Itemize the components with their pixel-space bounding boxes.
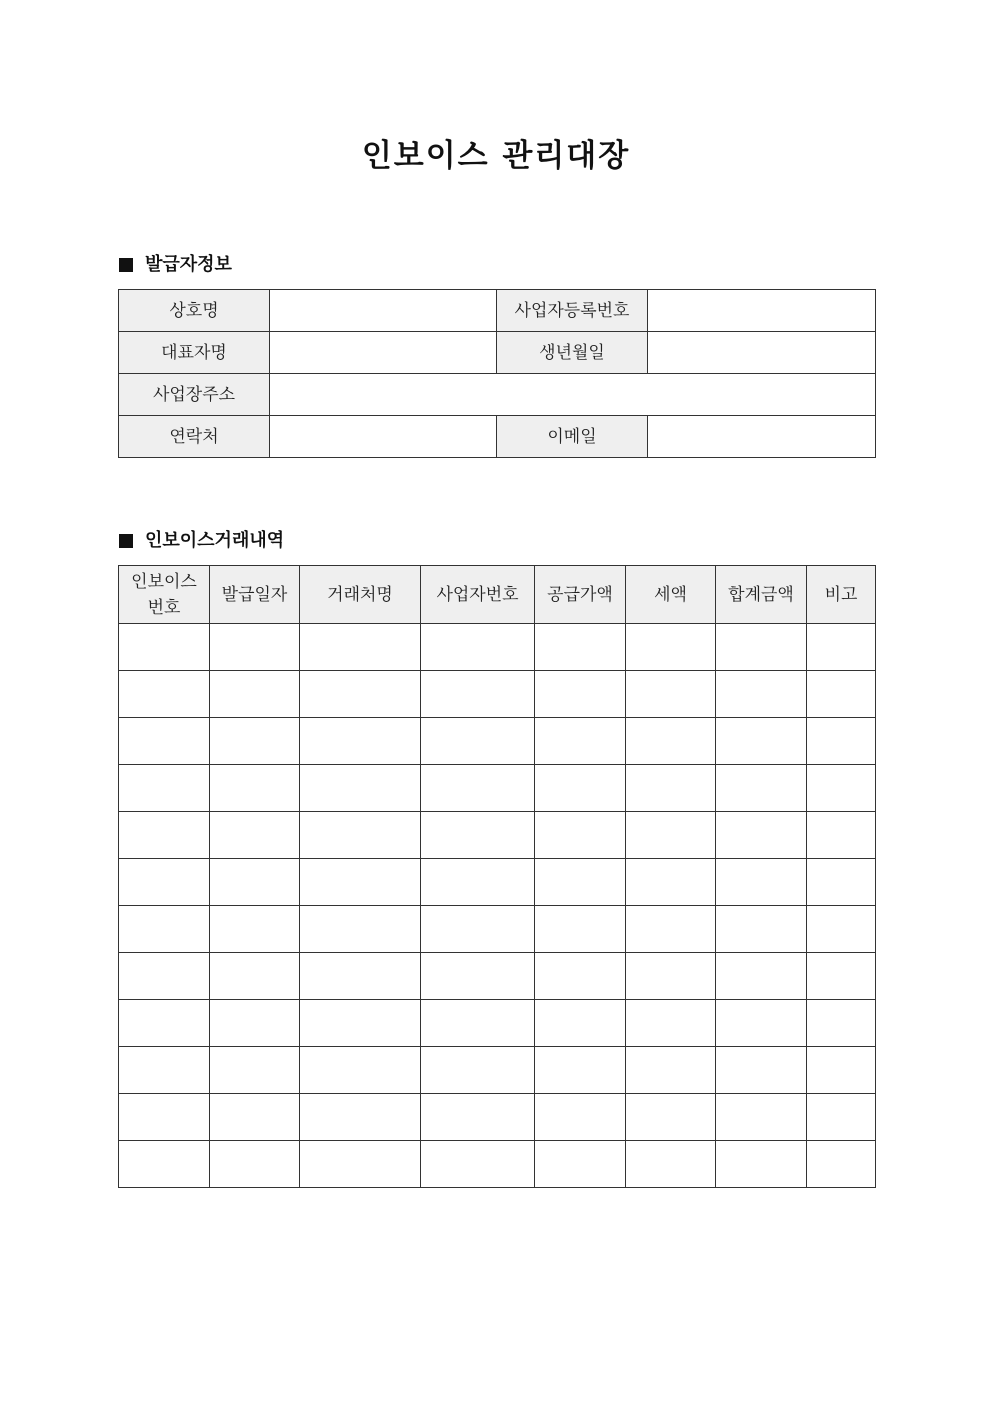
table-cell[interactable] [210, 812, 300, 859]
table-cell[interactable] [421, 718, 535, 765]
table-cell[interactable] [626, 1141, 716, 1188]
column-header-invoice-no: 인보이스 번호 [119, 566, 210, 624]
table-cell[interactable] [421, 1000, 535, 1047]
table-cell[interactable] [119, 765, 210, 812]
page-title: 인보이스 관리대장 [361, 138, 631, 174]
table-cell[interactable] [535, 1094, 626, 1141]
business-address-label: 사업장주소 [119, 374, 270, 416]
table-cell[interactable] [626, 671, 716, 718]
table-cell[interactable] [807, 624, 876, 671]
company-name-label: 상호명 [119, 290, 270, 332]
column-header-total: 합계금액 [716, 566, 807, 624]
table-cell[interactable] [300, 812, 421, 859]
table-cell[interactable] [716, 718, 807, 765]
table-cell[interactable] [626, 1094, 716, 1141]
column-header-client-name: 거래처명 [300, 566, 421, 624]
table-cell[interactable] [535, 906, 626, 953]
table-cell[interactable] [421, 624, 535, 671]
business-reg-no-field[interactable] [648, 290, 876, 332]
table-cell[interactable] [421, 812, 535, 859]
table-cell[interactable] [807, 812, 876, 859]
table-cell[interactable] [716, 812, 807, 859]
email-field[interactable] [648, 416, 876, 458]
table-row [119, 1047, 876, 1094]
table-cell[interactable] [535, 1141, 626, 1188]
table-cell[interactable] [807, 718, 876, 765]
column-header-note: 비고 [807, 566, 876, 624]
issuer-row-representative [119, 332, 876, 374]
table-cell[interactable] [210, 1000, 300, 1047]
email-label: 이메일 [497, 416, 648, 458]
table-cell[interactable] [119, 671, 210, 718]
table-cell[interactable] [716, 953, 807, 1000]
table-row [119, 624, 876, 671]
representative-field[interactable] [270, 332, 497, 374]
representative-label: 대표자명 [119, 332, 270, 374]
contact-label: 연락처 [119, 416, 270, 458]
table-cell[interactable] [807, 765, 876, 812]
table-cell[interactable] [535, 1000, 626, 1047]
table-cell[interactable] [807, 1047, 876, 1094]
table-cell[interactable] [210, 671, 300, 718]
table-row [119, 1094, 876, 1141]
table-row [119, 718, 876, 765]
table-body [119, 624, 876, 1188]
table-cell[interactable] [626, 1000, 716, 1047]
column-header-supply-amount: 공급가액 [535, 566, 626, 624]
table-cell[interactable] [119, 812, 210, 859]
table-cell[interactable] [210, 1094, 300, 1141]
birth-date-field[interactable] [648, 332, 876, 374]
business-reg-no-label: 사업자등록번호 [497, 290, 648, 332]
table-row [119, 765, 876, 812]
table-cell[interactable] [421, 953, 535, 1000]
table-cell[interactable] [626, 624, 716, 671]
table-row [119, 1141, 876, 1188]
table-cell[interactable] [807, 1000, 876, 1047]
table-cell[interactable] [300, 1000, 421, 1047]
table-row [119, 953, 876, 1000]
table-cell[interactable] [119, 1141, 210, 1188]
table-cell[interactable] [421, 1047, 535, 1094]
table-cell[interactable] [300, 859, 421, 906]
company-name-field[interactable] [270, 290, 497, 332]
table-cell[interactable] [300, 953, 421, 1000]
invoice-transactions-table [118, 565, 876, 1188]
table-cell[interactable] [626, 765, 716, 812]
table-cell[interactable] [119, 624, 210, 671]
table-cell[interactable] [421, 1141, 535, 1188]
table-cell[interactable] [716, 624, 807, 671]
table-cell[interactable] [210, 953, 300, 1000]
transactions-section-title: 인보이스거래내역 [145, 530, 285, 551]
table-cell[interactable] [716, 859, 807, 906]
table-cell[interactable] [119, 953, 210, 1000]
table-cell[interactable] [300, 671, 421, 718]
table-cell[interactable] [535, 859, 626, 906]
table-cell[interactable] [716, 1047, 807, 1094]
table-cell[interactable] [716, 1094, 807, 1141]
table-cell[interactable] [300, 1141, 421, 1188]
table-cell[interactable] [210, 718, 300, 765]
table-cell[interactable] [210, 1141, 300, 1188]
table-cell[interactable] [626, 906, 716, 953]
table-cell[interactable] [716, 1141, 807, 1188]
table-cell[interactable] [421, 1094, 535, 1141]
table-cell[interactable] [807, 859, 876, 906]
table-cell[interactable] [807, 906, 876, 953]
table-row [119, 671, 876, 718]
table-cell[interactable] [626, 1047, 716, 1094]
issuer-row-company [119, 290, 876, 332]
birth-date-label: 생년월일 [497, 332, 648, 374]
table-cell[interactable] [626, 718, 716, 765]
table-cell[interactable] [421, 671, 535, 718]
table-cell[interactable] [807, 1141, 876, 1188]
business-address-field[interactable] [270, 374, 876, 416]
table-cell[interactable] [119, 1047, 210, 1094]
table-cell[interactable] [716, 765, 807, 812]
table-cell[interactable] [300, 624, 421, 671]
table-cell[interactable] [210, 1047, 300, 1094]
table-cell[interactable] [119, 718, 210, 765]
table-cell[interactable] [119, 906, 210, 953]
table-cell[interactable] [210, 624, 300, 671]
issuer-row-contact [119, 416, 876, 458]
table-row [119, 859, 876, 906]
table-cell[interactable] [300, 1047, 421, 1094]
table-cell[interactable] [210, 859, 300, 906]
issuer-section-title: 발급자정보 [145, 254, 232, 275]
table-cell[interactable] [535, 671, 626, 718]
table-cell[interactable] [421, 906, 535, 953]
table-cell[interactable] [210, 906, 300, 953]
column-header-business-no: 사업자번호 [421, 566, 535, 624]
table-cell[interactable] [535, 624, 626, 671]
table-cell[interactable] [300, 906, 421, 953]
table-header-row [119, 566, 876, 624]
table-cell[interactable] [119, 859, 210, 906]
table-cell[interactable] [421, 859, 535, 906]
table-row [119, 1000, 876, 1047]
table-cell[interactable] [626, 812, 716, 859]
column-header-issue-date: 발급일자 [210, 566, 300, 624]
table-cell[interactable] [807, 671, 876, 718]
table-cell[interactable] [535, 765, 626, 812]
square-bullet-icon [119, 258, 133, 272]
issuer-row-address [119, 374, 876, 416]
table-row [119, 812, 876, 859]
issuer-info-table [118, 289, 876, 458]
table-cell[interactable] [807, 1094, 876, 1141]
table-row [119, 906, 876, 953]
table-cell[interactable] [535, 718, 626, 765]
table-cell[interactable] [119, 1094, 210, 1141]
table-cell[interactable] [535, 953, 626, 1000]
table-cell[interactable] [626, 859, 716, 906]
contact-field[interactable] [270, 416, 497, 458]
table-cell[interactable] [300, 718, 421, 765]
table-cell[interactable] [716, 906, 807, 953]
table-cell[interactable] [300, 765, 421, 812]
table-cell[interactable] [535, 812, 626, 859]
table-cell[interactable] [807, 953, 876, 1000]
column-header-tax: 세액 [626, 566, 716, 624]
table-cell[interactable] [421, 765, 535, 812]
table-cell[interactable] [626, 953, 716, 1000]
table-cell[interactable] [300, 1094, 421, 1141]
table-cell[interactable] [535, 1047, 626, 1094]
table-cell[interactable] [716, 1000, 807, 1047]
issuer-section-heading [119, 252, 232, 278]
square-bullet-icon [119, 534, 133, 548]
table-cell[interactable] [716, 671, 807, 718]
transactions-section-heading [119, 528, 284, 554]
table-cell[interactable] [210, 765, 300, 812]
table-cell[interactable] [119, 1000, 210, 1047]
